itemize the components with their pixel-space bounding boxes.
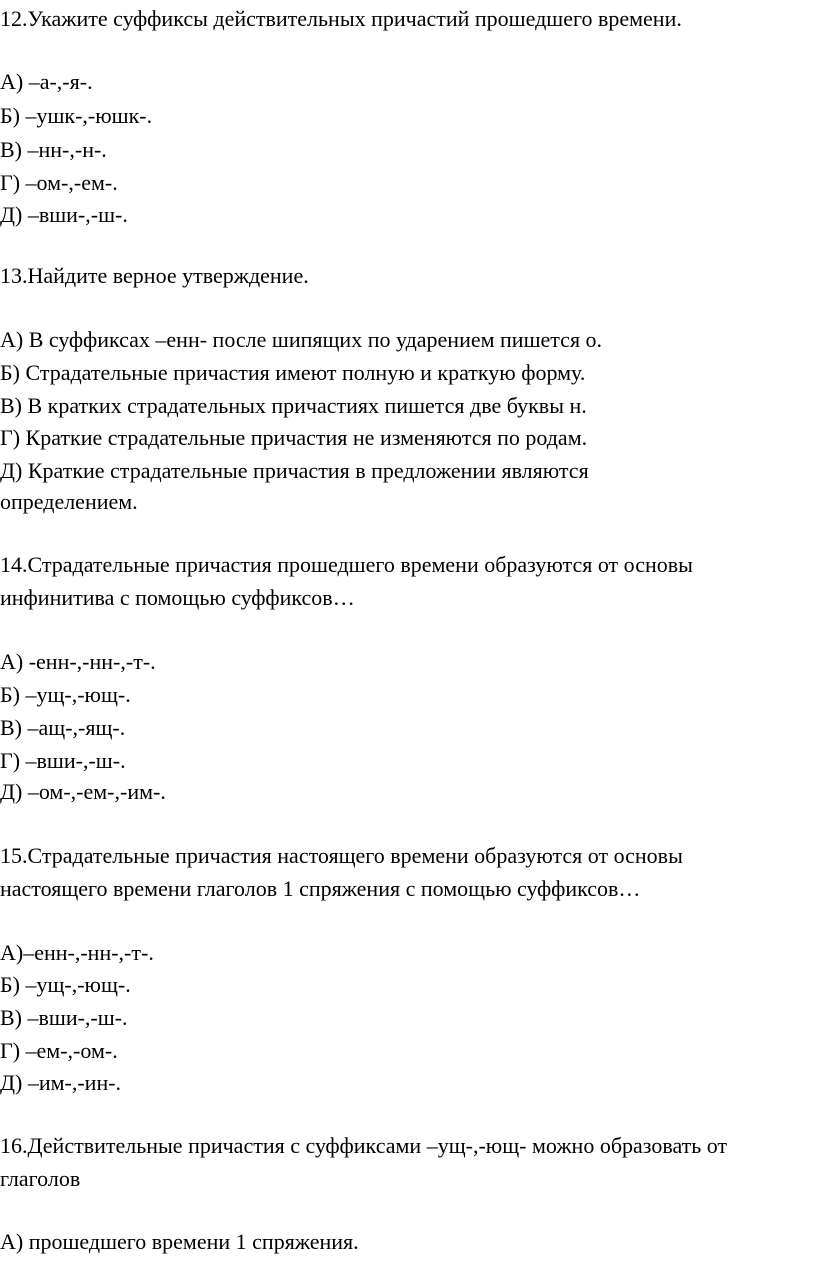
question-15-option-a: А)–енн-,-нн-,-т-. (0, 940, 154, 965)
question-14-option-b: Б) –ущ-,-ющ-. (0, 682, 131, 707)
question-14-option-d: Г) –вши-,-ш-. (0, 748, 126, 773)
question-16-option-a: А) прошедшего времени 1 спряжения. (0, 1229, 359, 1254)
question-13-option-d: Г) Краткие страдательные причастия не изменяются по родам. (0, 425, 588, 450)
question-14-title-continued: инфинитива с помощью суффиксов… (0, 585, 355, 610)
question-15-option-b: Б) –ущ-,-ющ-. (0, 972, 131, 997)
question-13-option-a: А) В суффиксах –енн- после шипящих по ударением пишется о. (0, 327, 603, 352)
question-15-option-c: В) –вши-,-ш-. (0, 1005, 128, 1030)
question-15-title: 15.Страдательные причастия настоящего времени образуются от основы (0, 843, 683, 868)
question-12-option-b: Б) –ушк-,-юшк-. (0, 103, 153, 128)
question-16-title: 16.Действительные причастия с суффиксами –ущ-,-ющ- можно образовать от (0, 1133, 728, 1158)
question-14-option-c: В) –ащ-,-ящ-. (0, 715, 126, 740)
question-14-title: 14.Страдательные причастия прошедшего времени образуются от основы (0, 552, 693, 577)
question-13-title: 13.Найдите верное утверждение. (0, 263, 309, 288)
question-12-option-e: Д) –вши-,-ш-. (0, 202, 128, 227)
question-13-option-b: Б) Страдательные причастия имеют полную и краткую форму. (0, 360, 586, 385)
question-14-option-a: А) -енн-,-нн-,-т-. (0, 649, 156, 674)
question-16-title-continued: глаголов (0, 1166, 81, 1191)
question-15-option-d: Г) –ем-,-ом-. (0, 1038, 118, 1063)
question-12-option-a: А) –а-,-я-. (0, 69, 93, 94)
question-13-option-c: В) В кратких страдательных причастиях пишется две буквы н. (0, 393, 587, 418)
question-15-option-e: Д) –им-,-ин-. (0, 1070, 122, 1095)
question-15-title-continued: настоящего времени глаголов 1 спряжения с помощью суффиксов… (0, 876, 641, 901)
question-12-title: 12.Укажите суффиксы действительных причастий прошедшего времени. (0, 6, 682, 31)
question-12-option-c: В) –нн-,-н-. (0, 137, 107, 162)
question-14-option-e: Д) –ом-,-ем-,-им-. (0, 779, 166, 804)
question-13-option-e-continued: определением. (0, 489, 138, 514)
question-13-option-e: Д) Краткие страдательные причастия в предложении являются (0, 458, 589, 483)
question-12-option-d: Г) –ом-,-ем-. (0, 170, 118, 195)
